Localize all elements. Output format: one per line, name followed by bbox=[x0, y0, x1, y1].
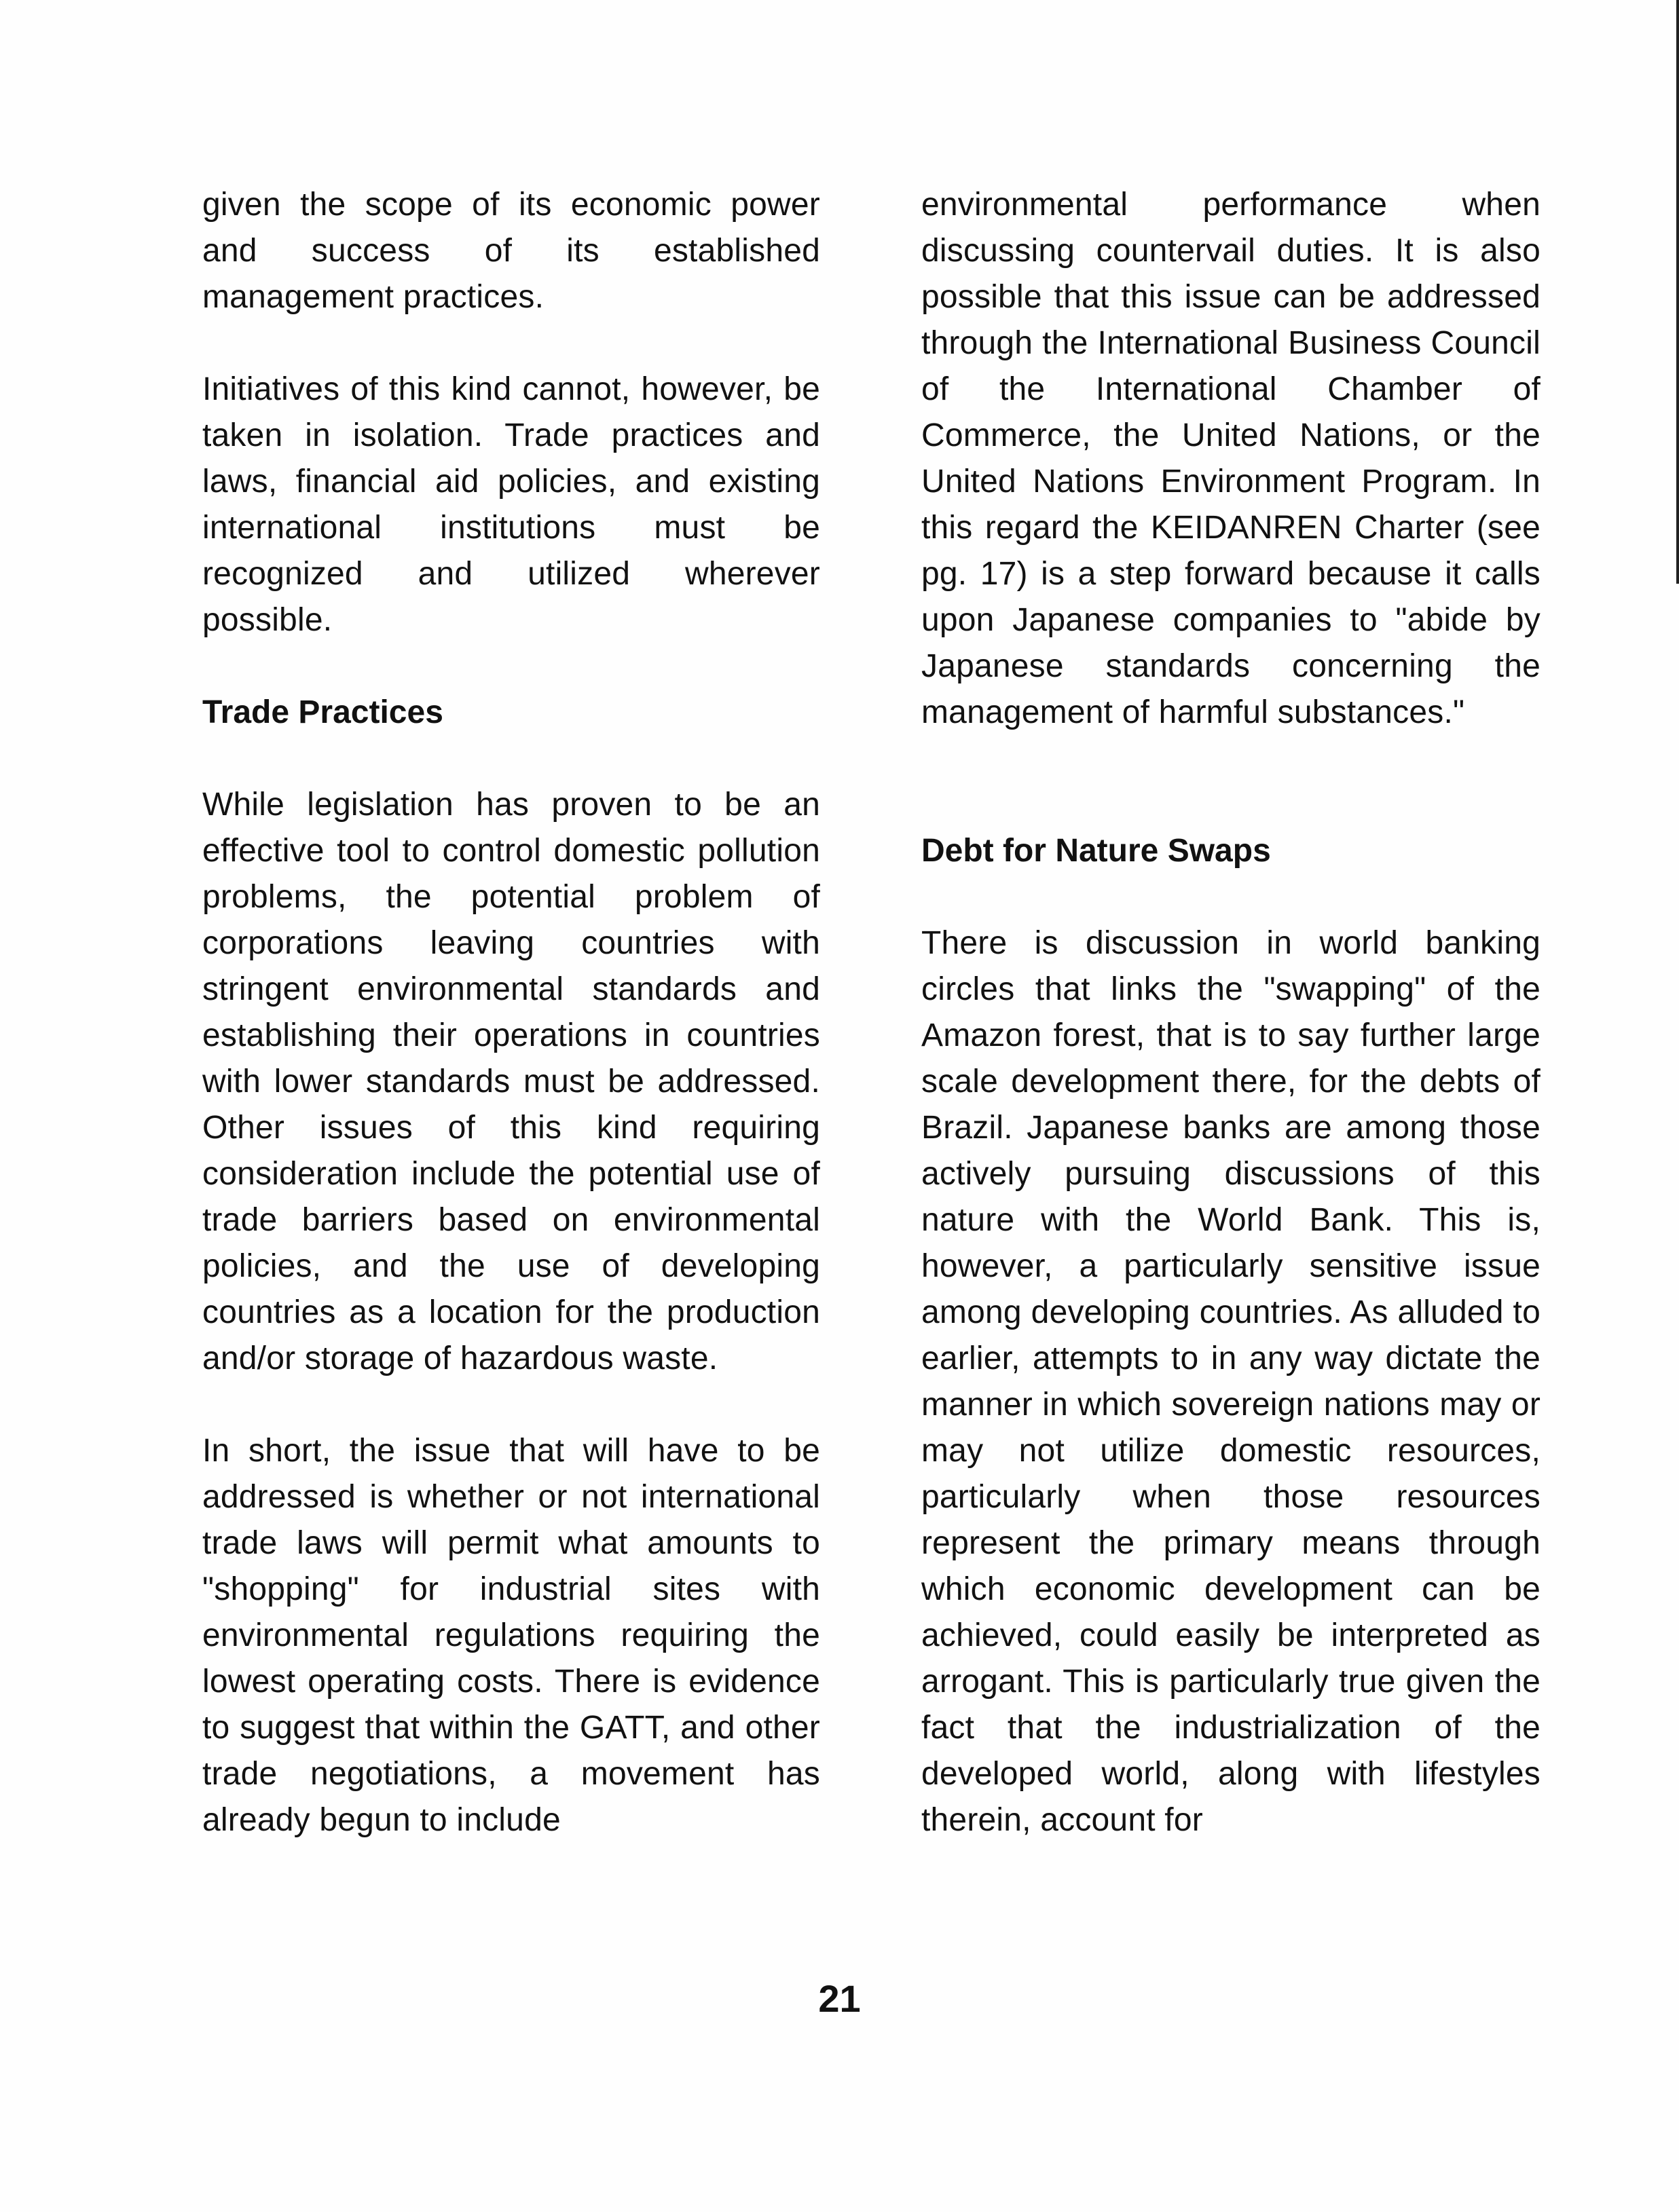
left-paragraph-1: given the scope of its economic power and success of its established management practices. bbox=[202, 187, 820, 315]
page-number: 21 bbox=[818, 1977, 861, 2020]
left-column bbox=[202, 182, 820, 1843]
heading-trade-practices: Trade Practices bbox=[202, 694, 443, 730]
right-column bbox=[921, 182, 1540, 1843]
paragraph-gap bbox=[921, 874, 1540, 920]
left-paragraph-3: While legislation has proven to be an effective tool to control domestic pollution problems, the potential problem of corporations leaving countries with stringent environmental standards and establishing their operations in countries with lower standards must be addressed. Other issues of this kind requiring consideration include the potential use of trade barriers based on environmental policies, and the use of developing countries as a location for the production and/or storage of hazardous waste. bbox=[202, 787, 820, 1376]
paragraph-gap bbox=[921, 736, 1540, 828]
paragraph-gap bbox=[202, 320, 820, 367]
right-paragraph-1: environmental performance when discussing countervail duties. It is also possible that this issue can be addressed through the International Business Council of the International Chamber of Commerce, the United Nations, or the United Nations Environment Program. In this regard the KEIDANREN Charter (see pg. 17) is a step forward because it calls upon Japanese companies to "abide by Japanese standards concerning the management of harmful substances." bbox=[921, 187, 1540, 730]
scan-edge-line bbox=[1676, 0, 1679, 584]
right-paragraph-2: There is discussion in world banking circles that links the "swapping" of the Amazon forest, that is to say further large scale development there, for the debts of Brazil. Japanese banks are among those actively pursuing discussions of this nature with the World Bank. This is, however, a particularly sensitive issue among developing countries. As alluded to earlier, attempts to in any way dictate the manner in which sovereign nations may or may not utilize domestic resources, particularly when those resources represent the primary means through which economic development can be achieved, could easily be interpreted as arrogant. This is particularly true given the fact that the industrialization of the developed world, along with lifestyles therein, account for bbox=[921, 925, 1540, 1838]
left-paragraph-2: Initiatives of this kind cannot, however, be taken in isolation. Trade practices and laws, financial aid policies, and existing international institutions must be recognized and utilized wherever possible. bbox=[202, 371, 820, 638]
left-paragraph-4: In short, the issue that will have to be addressed is whether or not international trade laws will permit what amounts to "shopping" for industrial sites with environmental regulations requiring the lowest operating costs. There is evidence to suggest that within the GATT, and other trade negotiations, a movement has already begun to include bbox=[202, 1433, 820, 1838]
paragraph-gap bbox=[202, 643, 820, 690]
paragraph-gap bbox=[202, 1382, 820, 1428]
paragraph-gap bbox=[202, 736, 820, 782]
heading-debt-for-nature-swaps: Debt for Nature Swaps bbox=[921, 833, 1271, 869]
